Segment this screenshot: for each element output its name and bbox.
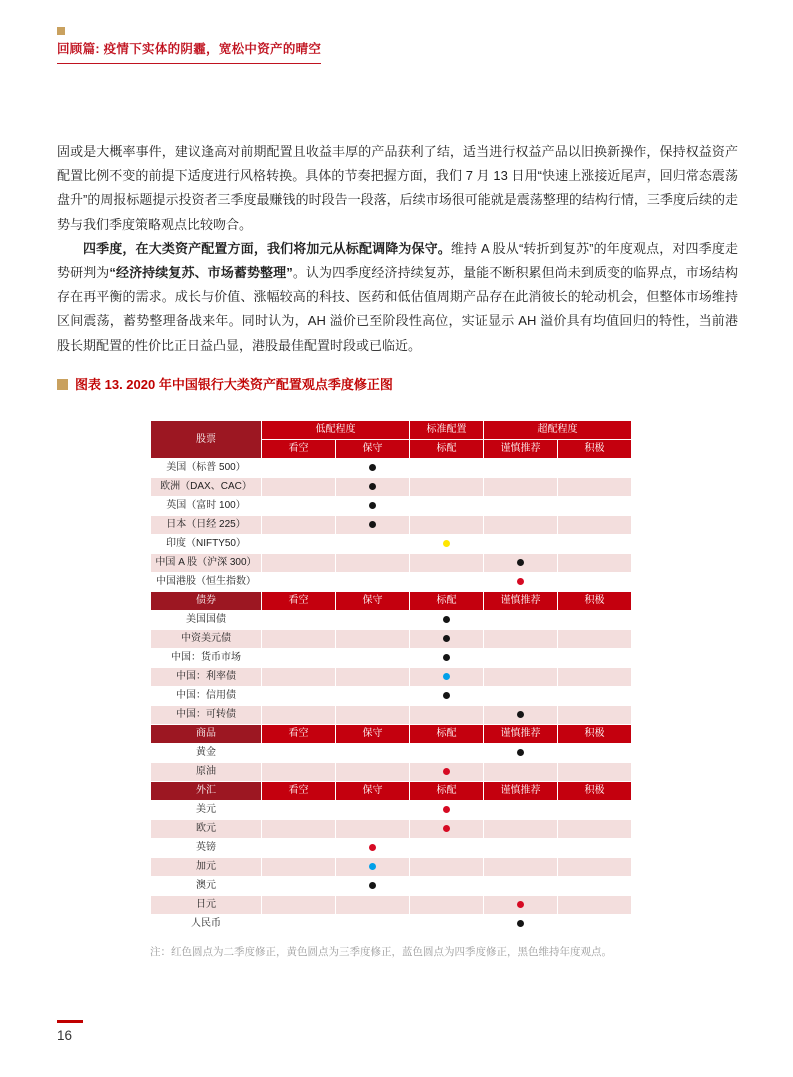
section-header-row [151,725,631,743]
body-text [57,140,738,358]
row-label-cell: 人民币 [151,915,261,933]
rating-cell [336,630,409,648]
rating-cell [262,497,335,515]
black-dot-icon [369,521,376,528]
rating-cell [558,478,631,496]
rating-cell [410,535,483,553]
rating-cell [558,497,631,515]
rating-cell [336,497,409,515]
rating-cell [484,915,557,933]
rating-cell [484,858,557,876]
rating-cell [410,744,483,762]
rating-cell [262,877,335,895]
table-row [151,649,631,667]
rating-cell [484,649,557,667]
rating-cell [484,554,557,572]
black-dot-icon [517,559,524,566]
rating-cell [336,478,409,496]
rating-cell [262,839,335,857]
rating-cell [262,763,335,781]
rating-cell [410,478,483,496]
rating-cell [484,497,557,515]
section-title: 回顾篇: 疫情下实体的阴霾，宽松中资产的晴空 [57,39,321,64]
rating-cell [558,554,631,572]
row-label-cell: 原油 [151,763,261,781]
rating-header-cell: 保守 [336,782,409,800]
table-row [151,516,631,534]
rating-cell [336,877,409,895]
degree-header-cell: 低配程度 [262,421,409,439]
degree-header-cell: 标准配置 [410,421,483,439]
rating-cell [262,630,335,648]
rating-header-cell: 保守 [336,725,409,743]
rating-cell [410,649,483,667]
rating-cell [410,554,483,572]
black-dot-icon [517,920,524,927]
black-dot-icon [443,616,450,623]
rating-cell [262,706,335,724]
rating-cell [484,801,557,819]
row-label-cell: 日元 [151,896,261,914]
page-header [57,27,321,64]
rating-cell [410,497,483,515]
rating-cell [410,573,483,591]
blue-dot-icon [369,863,376,870]
table-row [151,763,631,781]
table-row [151,820,631,838]
black-dot-icon [369,464,376,471]
rating-header-cell: 保守 [336,592,409,610]
rating-cell [484,478,557,496]
rating-cell [336,668,409,686]
rating-header-cell: 保守 [336,440,409,458]
row-label-cell: 英国（富时 100） [151,497,261,515]
rating-cell [558,858,631,876]
rating-cell [336,858,409,876]
rating-cell [336,516,409,534]
row-label-cell: 印度（NIFTY50） [151,535,261,553]
black-dot-icon [369,483,376,490]
rating-cell [484,535,557,553]
rating-cell [262,668,335,686]
rating-cell [558,820,631,838]
rating-cell [262,820,335,838]
black-dot-icon [369,882,376,889]
rating-cell [558,801,631,819]
degree-header-cell: 超配程度 [484,421,631,439]
rating-cell [558,630,631,648]
rating-cell [558,877,631,895]
table-row [151,744,631,762]
table-row [151,497,631,515]
paragraph-2-text: 维持 A 股从“转折到复苏”的年度观点，对四季度走势研判为 [57,240,738,281]
rating-cell [336,535,409,553]
rating-cell [262,535,335,553]
row-label-cell: 中资美元债 [151,630,261,648]
rating-cell [410,611,483,629]
rating-cell [558,668,631,686]
row-label-cell: 黄金 [151,744,261,762]
rating-cell [410,839,483,857]
rating-cell [484,744,557,762]
rating-cell [410,820,483,838]
rating-cell [336,744,409,762]
rating-cell [558,535,631,553]
footer-rule [57,1020,83,1023]
rating-cell [410,459,483,477]
rating-header-cell: 标配 [410,725,483,743]
rating-cell [558,573,631,591]
rating-cell [558,649,631,667]
red-dot-icon [443,768,450,775]
table-row [151,478,631,496]
yellow-dot-icon [443,540,450,547]
rating-cell [410,630,483,648]
rating-cell [262,915,335,933]
rating-header-cell: 谨慎推荐 [484,782,557,800]
row-label-cell: 欧元 [151,820,261,838]
row-label-cell: 中国：货币市场 [151,649,261,667]
rating-header-cell: 积极 [558,592,631,610]
row-label-cell: 澳元 [151,877,261,895]
rating-header-cell: 看空 [262,725,335,743]
body-paragraph-2 [57,237,738,358]
asset-allocation-table [150,420,632,934]
black-dot-icon [443,635,450,642]
rating-cell [336,801,409,819]
rating-cell [262,459,335,477]
rating-cell [336,687,409,705]
rating-cell [484,611,557,629]
gold-square-icon [57,379,68,390]
table-row [151,896,631,914]
row-label-cell: 中国 A 股（沪深 300） [151,554,261,572]
rating-cell [558,706,631,724]
rating-cell [484,630,557,648]
table-row [151,801,631,819]
rating-cell [558,915,631,933]
table-row [151,687,631,705]
rating-cell [336,915,409,933]
table-note: 注：红色圆点为二季度修正，黄色圆点为三季度修正，蓝色圆点为四季度修正，黑色维持年度观点。 [150,946,612,958]
rating-cell [262,801,335,819]
rating-header-cell: 标配 [410,592,483,610]
section-label-cell: 外汇 [151,782,261,800]
rating-header-cell: 谨慎推荐 [484,440,557,458]
red-dot-icon [443,825,450,832]
paragraph-2-bold-quote: “经济持续复苏、市场蓄势整理” [109,265,293,281]
table-row [151,535,631,553]
rating-header-cell: 谨慎推荐 [484,592,557,610]
rating-cell [262,478,335,496]
rating-header-cell: 积极 [558,725,631,743]
section-label-cell: 债券 [151,592,261,610]
table-row [151,706,631,724]
table-row [151,554,631,572]
rating-cell [410,877,483,895]
rating-cell [410,668,483,686]
table-row [151,573,631,591]
rating-cell [558,763,631,781]
gold-square-icon [57,27,65,35]
rating-cell [336,459,409,477]
table-header-row [151,421,631,439]
rating-header-cell: 积极 [558,440,631,458]
row-label-cell: 英镑 [151,839,261,857]
section-label-cell: 商品 [151,725,261,743]
red-dot-icon [443,806,450,813]
table-row [151,611,631,629]
black-dot-icon [443,692,450,699]
table-row [151,915,631,933]
row-label-cell: 中国：信用债 [151,687,261,705]
rating-cell [262,687,335,705]
rating-cell [484,877,557,895]
table-row [151,459,631,477]
rating-cell [484,706,557,724]
rating-cell [336,896,409,914]
rating-cell [484,896,557,914]
table-row [151,668,631,686]
row-label-cell: 中国：可转债 [151,706,261,724]
row-label-cell: 美国（标普 500） [151,459,261,477]
figure-title-text: 图表 13. 2020 年中国银行大类资产配置观点季度修正图 [75,377,393,392]
row-label-cell: 日本（日经 225） [151,516,261,534]
rating-cell [558,459,631,477]
rating-header-cell: 看空 [262,782,335,800]
rating-header-cell: 标配 [410,782,483,800]
page-number: 16 [57,1028,73,1043]
rating-cell [262,554,335,572]
rating-cell [558,839,631,857]
row-label-cell: 中国港股（恒生指数） [151,573,261,591]
rating-cell [410,896,483,914]
red-dot-icon [517,578,524,585]
table-row [151,858,631,876]
black-dot-icon [517,749,524,756]
black-dot-icon [443,654,450,661]
rating-cell [336,839,409,857]
rating-cell [410,763,483,781]
section-label-cell: 股票 [151,421,261,458]
row-label-cell: 加元 [151,858,261,876]
rating-cell [410,687,483,705]
rating-header-cell: 看空 [262,592,335,610]
rating-cell [484,668,557,686]
table-row [151,877,631,895]
rating-cell [410,858,483,876]
rating-cell [484,573,557,591]
rating-cell [558,516,631,534]
blue-dot-icon [443,673,450,680]
rating-cell [484,459,557,477]
table-row [151,630,631,648]
rating-cell [336,706,409,724]
row-label-cell: 欧洲（DAX、CAC） [151,478,261,496]
paragraph-2-text-2: 。认为四季度经济持续复苏，量能不断积累但尚未到质变的临界点，市场结构存在再平衡的需求。成长与价值、涨幅较高的科技、医药和低估值周期产品存在此消彼长的轮动机会，但整体市场维持区间震荡，蓄势整理备战来年。同时认为，AH 溢价已至阶段性高位，实证显示 AH 溢价具有均值回归的特性，当前港股长期配置的性价比正日益凸显，港股最佳配置时段或已临近。 [57,265,738,353]
rating-cell [484,839,557,857]
row-label-cell: 美国国债 [151,611,261,629]
red-dot-icon [517,901,524,908]
rating-cell [262,611,335,629]
rating-cell [410,915,483,933]
black-dot-icon [517,711,524,718]
figure-title [57,374,393,393]
rating-cell [336,649,409,667]
rating-cell [484,516,557,534]
rating-cell [336,611,409,629]
paragraph-2-bold-lead: 四季度，在大类资产配置方面，我们将加元从标配调降为保守。 [83,240,451,256]
rating-cell [484,820,557,838]
rating-cell [262,744,335,762]
rating-cell [262,649,335,667]
rating-cell [558,896,631,914]
asset-table-body [151,421,631,933]
table-row [151,839,631,857]
row-label-cell: 美元 [151,801,261,819]
rating-cell [410,801,483,819]
rating-header-cell: 标配 [410,440,483,458]
rating-cell [262,896,335,914]
rating-cell [336,554,409,572]
rating-header-cell: 积极 [558,782,631,800]
body-paragraph-1: 固或是大概率事件，建议逢高对前期配置且收益丰厚的产品获利了结，适当进行权益产品以旧换新操作，保持权益资产配置比例不变的前提下适度进行风格转换。具体的节奏把握方面，我们 7 月 13 日用“快速上涨接近尾声，回归常态震荡盘升”的周报标题提示投资者三季度最赚钱的时段告一段落，后续市场很可能就是震荡整理的结构行情，三季度后续的走势与我们季度策略观点比较吻合。 [57,144,738,232]
rating-cell [484,763,557,781]
rating-cell [410,516,483,534]
rating-cell [558,687,631,705]
rating-cell [336,820,409,838]
section-header-row [151,592,631,610]
rating-cell [336,763,409,781]
rating-header-cell: 谨慎推荐 [484,725,557,743]
rating-cell [262,573,335,591]
row-label-cell: 中国：利率债 [151,668,261,686]
rating-cell [262,858,335,876]
rating-cell [558,611,631,629]
section-header-row [151,782,631,800]
rating-cell [262,516,335,534]
rating-header-cell: 看空 [262,440,335,458]
red-dot-icon [369,844,376,851]
rating-cell [558,744,631,762]
black-dot-icon [369,502,376,509]
rating-cell [410,706,483,724]
rating-cell [336,573,409,591]
rating-cell [484,687,557,705]
